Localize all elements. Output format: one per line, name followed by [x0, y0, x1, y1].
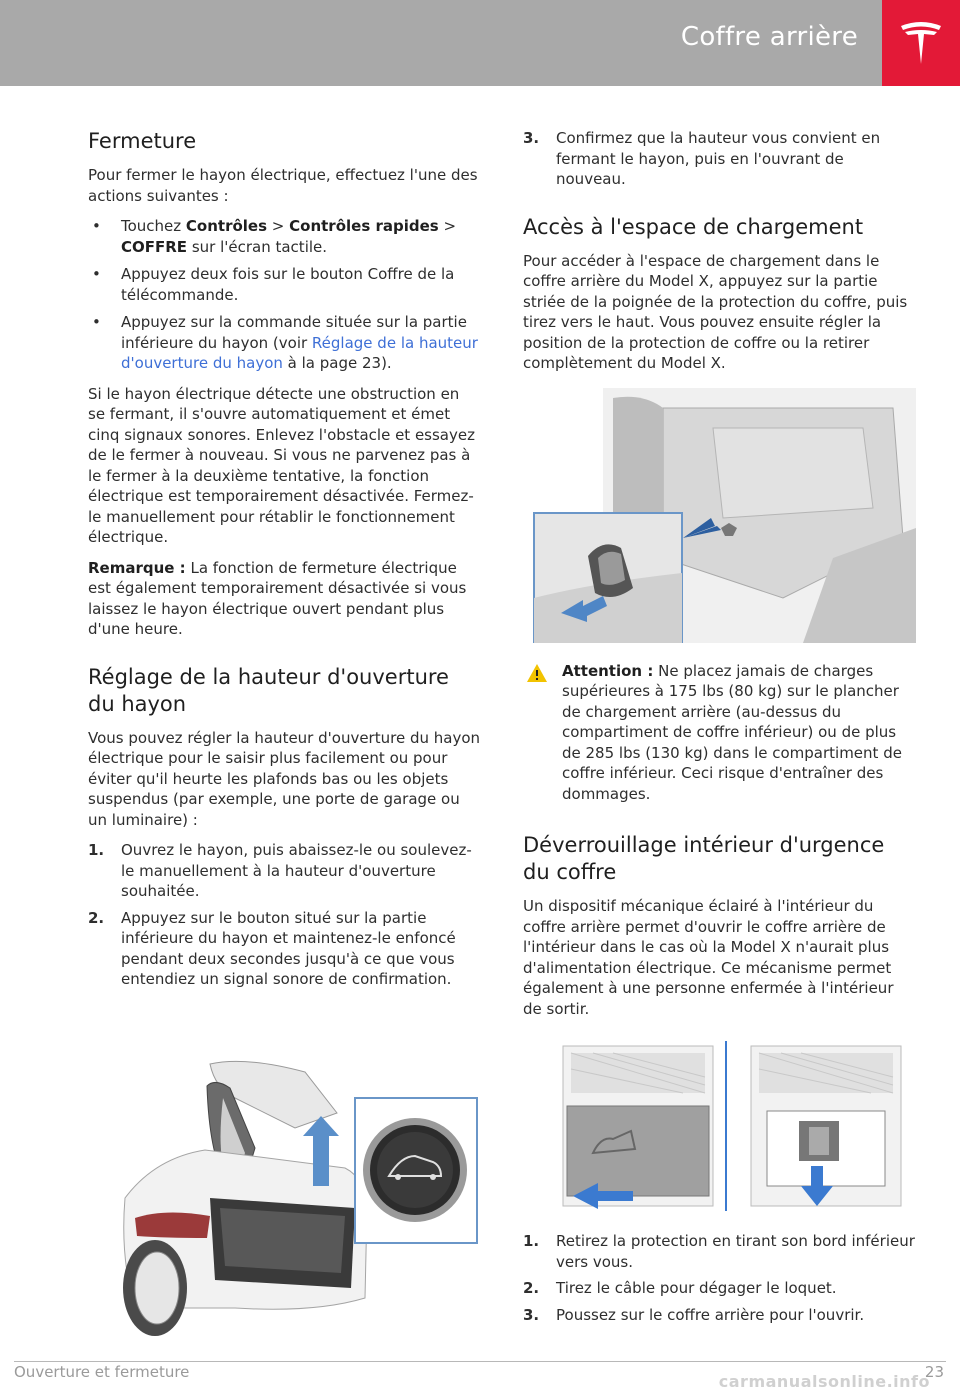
bullet-icon: • — [92, 313, 101, 331]
cargo-area-illustration — [533, 388, 916, 643]
list-item: 1. Retirez la protection en tirant son bord inférieur vers vous. — [523, 1232, 915, 1271]
list-item: 2. Tirez le câble pour dégager le loquet. — [523, 1279, 837, 1297]
attention-label: Attention : — [562, 661, 654, 680]
brand-logo — [882, 0, 960, 86]
list-item: • Appuyez deux fois sur le bouton Coffre de la télécommande. — [92, 265, 455, 304]
cross-reference-link[interactable]: Réglage de la hauteur d'ouverture du hayon — [121, 333, 478, 372]
list-item: 3. Poussez sur le coffre arrière pour l'ouvrir. — [523, 1305, 865, 1324]
emergency-release-illustration — [553, 1041, 903, 1211]
bullet-icon: • — [92, 217, 101, 235]
watermark: carmanualsonline.info — [718, 1372, 930, 1391]
reglage-intro: Vous pouvez régler la hauteur d'ouverture du hayon électrique pour le saisir plus facilement ou pour éviter qu'il heurte les plafonds bas ou les objets suspendus (par exemple, une porte de garage ou un luminaire) : — [88, 728, 480, 829]
note-paragraph: Remarque : La fonction de fermeture électrique est également temporairement désactivée si vous laissez le hayon électrique ouvert pendant plus d'une heure. — [88, 558, 467, 638]
section-heading-fermeture: Fermeture — [88, 129, 197, 153]
section-heading-deverrouillage: Déverrouillage intérieur d'urgence du coffre — [523, 833, 885, 884]
obstruction-paragraph: Si le hayon électrique détecte une obstruction en se fermant, il s'ouvre automatiquement et émet cinq signaux sonores. Enlevez l'obstacle et essayez de le fermer à nouveau. Si vous ne parvenez pas à le fermer à la deuxième tentative, la fonction électrique est temporairement désactivée. Fermez-le manuellement pour rétablir le fonctionnement électrique. — [88, 384, 475, 546]
page-title: Coffre arrière — [680, 22, 858, 52]
note-label: Remarque : — [88, 558, 186, 577]
ui-term: Contrôles — [185, 217, 268, 235]
ui-term: Contrôles rapides — [289, 217, 439, 235]
footer-section-name: Ouverture et fermeture — [14, 1363, 190, 1381]
list-item: • Appuyez sur la commande située sur la partie inférieure du hayon (voir Réglage de la hauteur d'ouverture du hayon à la page 23). — [92, 313, 478, 372]
page-header — [0, 0, 960, 86]
attention-note: Attention : Ne placez jamais de charges supérieures à 175 lbs (80 kg) sur le plancher de chargement arrière (au-dessus du compartiment de coffre inférieur) ou de plus de 285 lbs (130 kg) dans le compartiment de coffre inférieur. Ceci risque d'entraîner des dommages. — [523, 661, 916, 805]
section-heading-acces: Accès à l'espace de chargement — [523, 214, 864, 239]
tesla-logo-icon — [899, 20, 943, 66]
list-item: 3. Confirmez que la hauteur vous convient en fermant le hayon, puis en l'ouvrant de nouveau. — [523, 129, 881, 188]
bullet-icon: • — [92, 265, 101, 283]
footer-divider — [14, 1361, 946, 1362]
liftgate-illustration — [115, 1058, 480, 1348]
warning-triangle-icon — [526, 663, 548, 689]
section-heading-reglage: Réglage de la hauteur d'ouverture du hayon — [88, 664, 449, 716]
list-item: 2. Appuyez sur le bouton situé sur la partie inférieure du hayon et maintenez-le enfoncé pendant deux secondes jusqu'à ce que vous entendiez un signal sonore de confirmation. — [88, 908, 456, 988]
left-column — [88, 128, 480, 996]
right-column — [523, 128, 916, 1331]
acces-paragraph: Pour accéder à l'espace de chargement dans le coffre arrière du Model X, appuyez sur la partie striée de la poignée de la protection du coffre, puis tirez vers le haut. Vous pouvez ensuite régler la position de la protection de coffre ou la retirer complètement du Model X. — [523, 251, 908, 372]
list-item: 1. Ouvrez le hayon, puis abaissez-le ou soulevez-le manuellement à la hauteur d'ouverture souhaitée. — [88, 841, 472, 900]
fermeture-intro: Pour fermer le hayon électrique, effectuez l'une des actions suivantes : — [88, 166, 478, 205]
ui-term: COFFRE — [121, 237, 188, 256]
deverrouillage-paragraph: Un dispositif mécanique éclairé à l'intérieur du coffre arrière permet d'ouvrir le coffre arrière de l'intérieur dans le cas où la Model X n'aurait plus d'alimentation électrique. Ce mécanisme permet également à une personne enfermée à l'intérieur de sortir. — [523, 897, 894, 1018]
footer-page-number: 23 — [924, 1363, 944, 1381]
list-item: • Touchez Contrôles > Contrôles rapides > COFFRE sur l'écran tactile. — [92, 217, 457, 256]
